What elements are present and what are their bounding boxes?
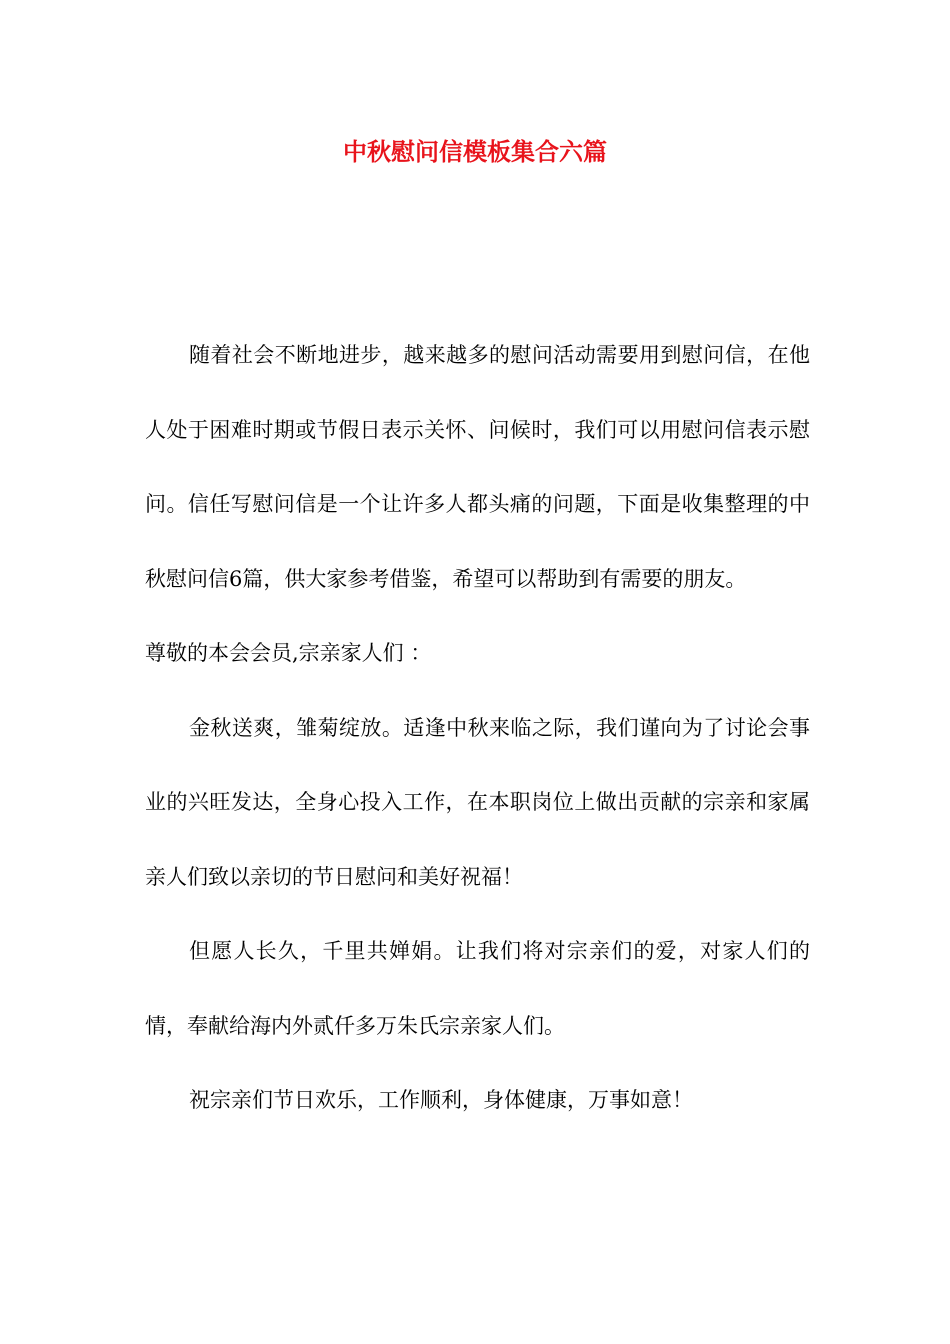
- document-title: 中秋慰问信模板集合六篇: [343, 137, 607, 166]
- document-body: [145, 318, 810, 1138]
- body-paragraph-3: 祝宗亲们节日欢乐，工作顺利，身体健康，万事如意！: [189, 1088, 693, 1112]
- salutation-line: 尊敬的本会会员,宗亲家人们 ：: [145, 641, 432, 665]
- body-paragraph-1: 金秋送爽，雏菊绽放。适逢中秋来临之际，我们谨向为了讨论会事业的兴旺发达，全身心投入工作，在本职岗位上做出贡献的宗亲和家属亲人们致以亲切的节日慰问和美好祝福！: [145, 715, 810, 889]
- body-paragraph-2: 但愿人长久，千里共婵娟。让我们将对宗亲们的爱，对家人们的情，奉献给海内外贰仟多万朱氏宗亲家人们。: [145, 939, 810, 1038]
- intro-paragraph: 随着社会不断地进步，越来越多的慰问活动需要用到慰问信，在他人处于困难时期或节假日表示关怀、问候时，我们可以用慰问信表示慰问。信任写慰问信是一个让许多人都头痛的问题，下面是收集整理的中秋慰问信6篇，供大家参考借鉴，希望可以帮助到有需要的朋友。: [145, 343, 810, 591]
